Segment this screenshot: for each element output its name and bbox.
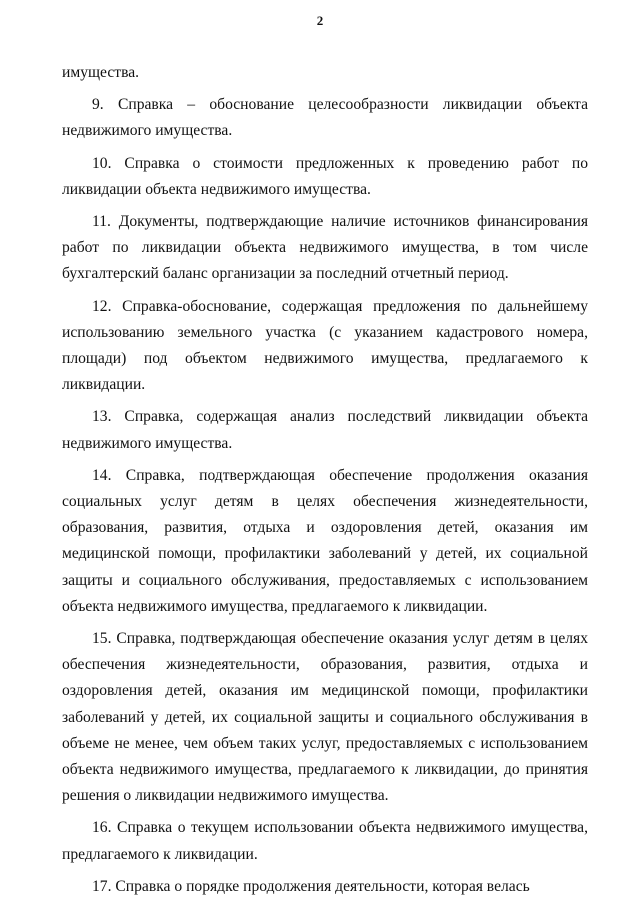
page-number: 2 bbox=[316, 13, 324, 28]
document-body bbox=[62, 60, 588, 906]
paragraph-item-9: 9. Справка – обоснование целесообразности ликвидации объекта недвижимого имущества. bbox=[62, 96, 588, 140]
paragraph-item-15: 15. Справка, подтверждающая обеспечение оказания услуг детям в целях обеспечения жизнедеятельности, образования, развития, отдыха и оздоровления детей, оказания им медицинской помощи, профилактики заболеваний у детей, их социальной защиты и социального обслуживания в объеме не менее, чем объем таких услуг, предоставляемых с использованием объекта недвижимого имущества, предлагаемого к ликвидации, до принятия решения о ликвидации недвижимого имущества. bbox=[62, 630, 588, 805]
paragraph-item-13: 13. Справка, содержащая анализ последствий ликвидации объекта недвижимого имущества. bbox=[62, 408, 588, 452]
paragraph-item-16: 16. Справка о текущем использовании объекта недвижимого имущества, предлагаемого к ликвидации. bbox=[62, 819, 588, 863]
paragraph-item-14: 14. Справка, подтверждающая обеспечение продолжения оказания социальных услуг детям в целях обеспечения жизнедеятельности, образования, развития, отдыха и оздоровления детей, оказания им медицинской помощи, профилактики заболеваний у детей, их социальной защиты и социального обслуживания, предоставляемых с использованием объекта недвижимого имущества, предлагаемого к ликвидации. bbox=[62, 466, 588, 615]
paragraph-item-11: 11. Документы, подтверждающие наличие источников финансирования работ по ликвидации объекта недвижимого имущества, в том числе бухгалтерский баланс организации за последний отчетный период. bbox=[62, 213, 588, 283]
paragraph-item-12: 12. Справка-обоснование, содержащая предложения по дальнейшему использованию земельного участка (с указанием кадастрового номера, площади) под объектом недвижимого имущества, предлагаемого к ликвидации. bbox=[62, 297, 588, 394]
paragraph-continuation: имущества. bbox=[62, 64, 140, 81]
paragraph-item-17: 17. Справка о порядке продолжения деятельности, которая велась bbox=[92, 877, 530, 895]
paragraph-item-10: 10. Справка о стоимости предложенных к проведению работ по ликвидации объекта недвижимого имущества. bbox=[62, 154, 588, 198]
